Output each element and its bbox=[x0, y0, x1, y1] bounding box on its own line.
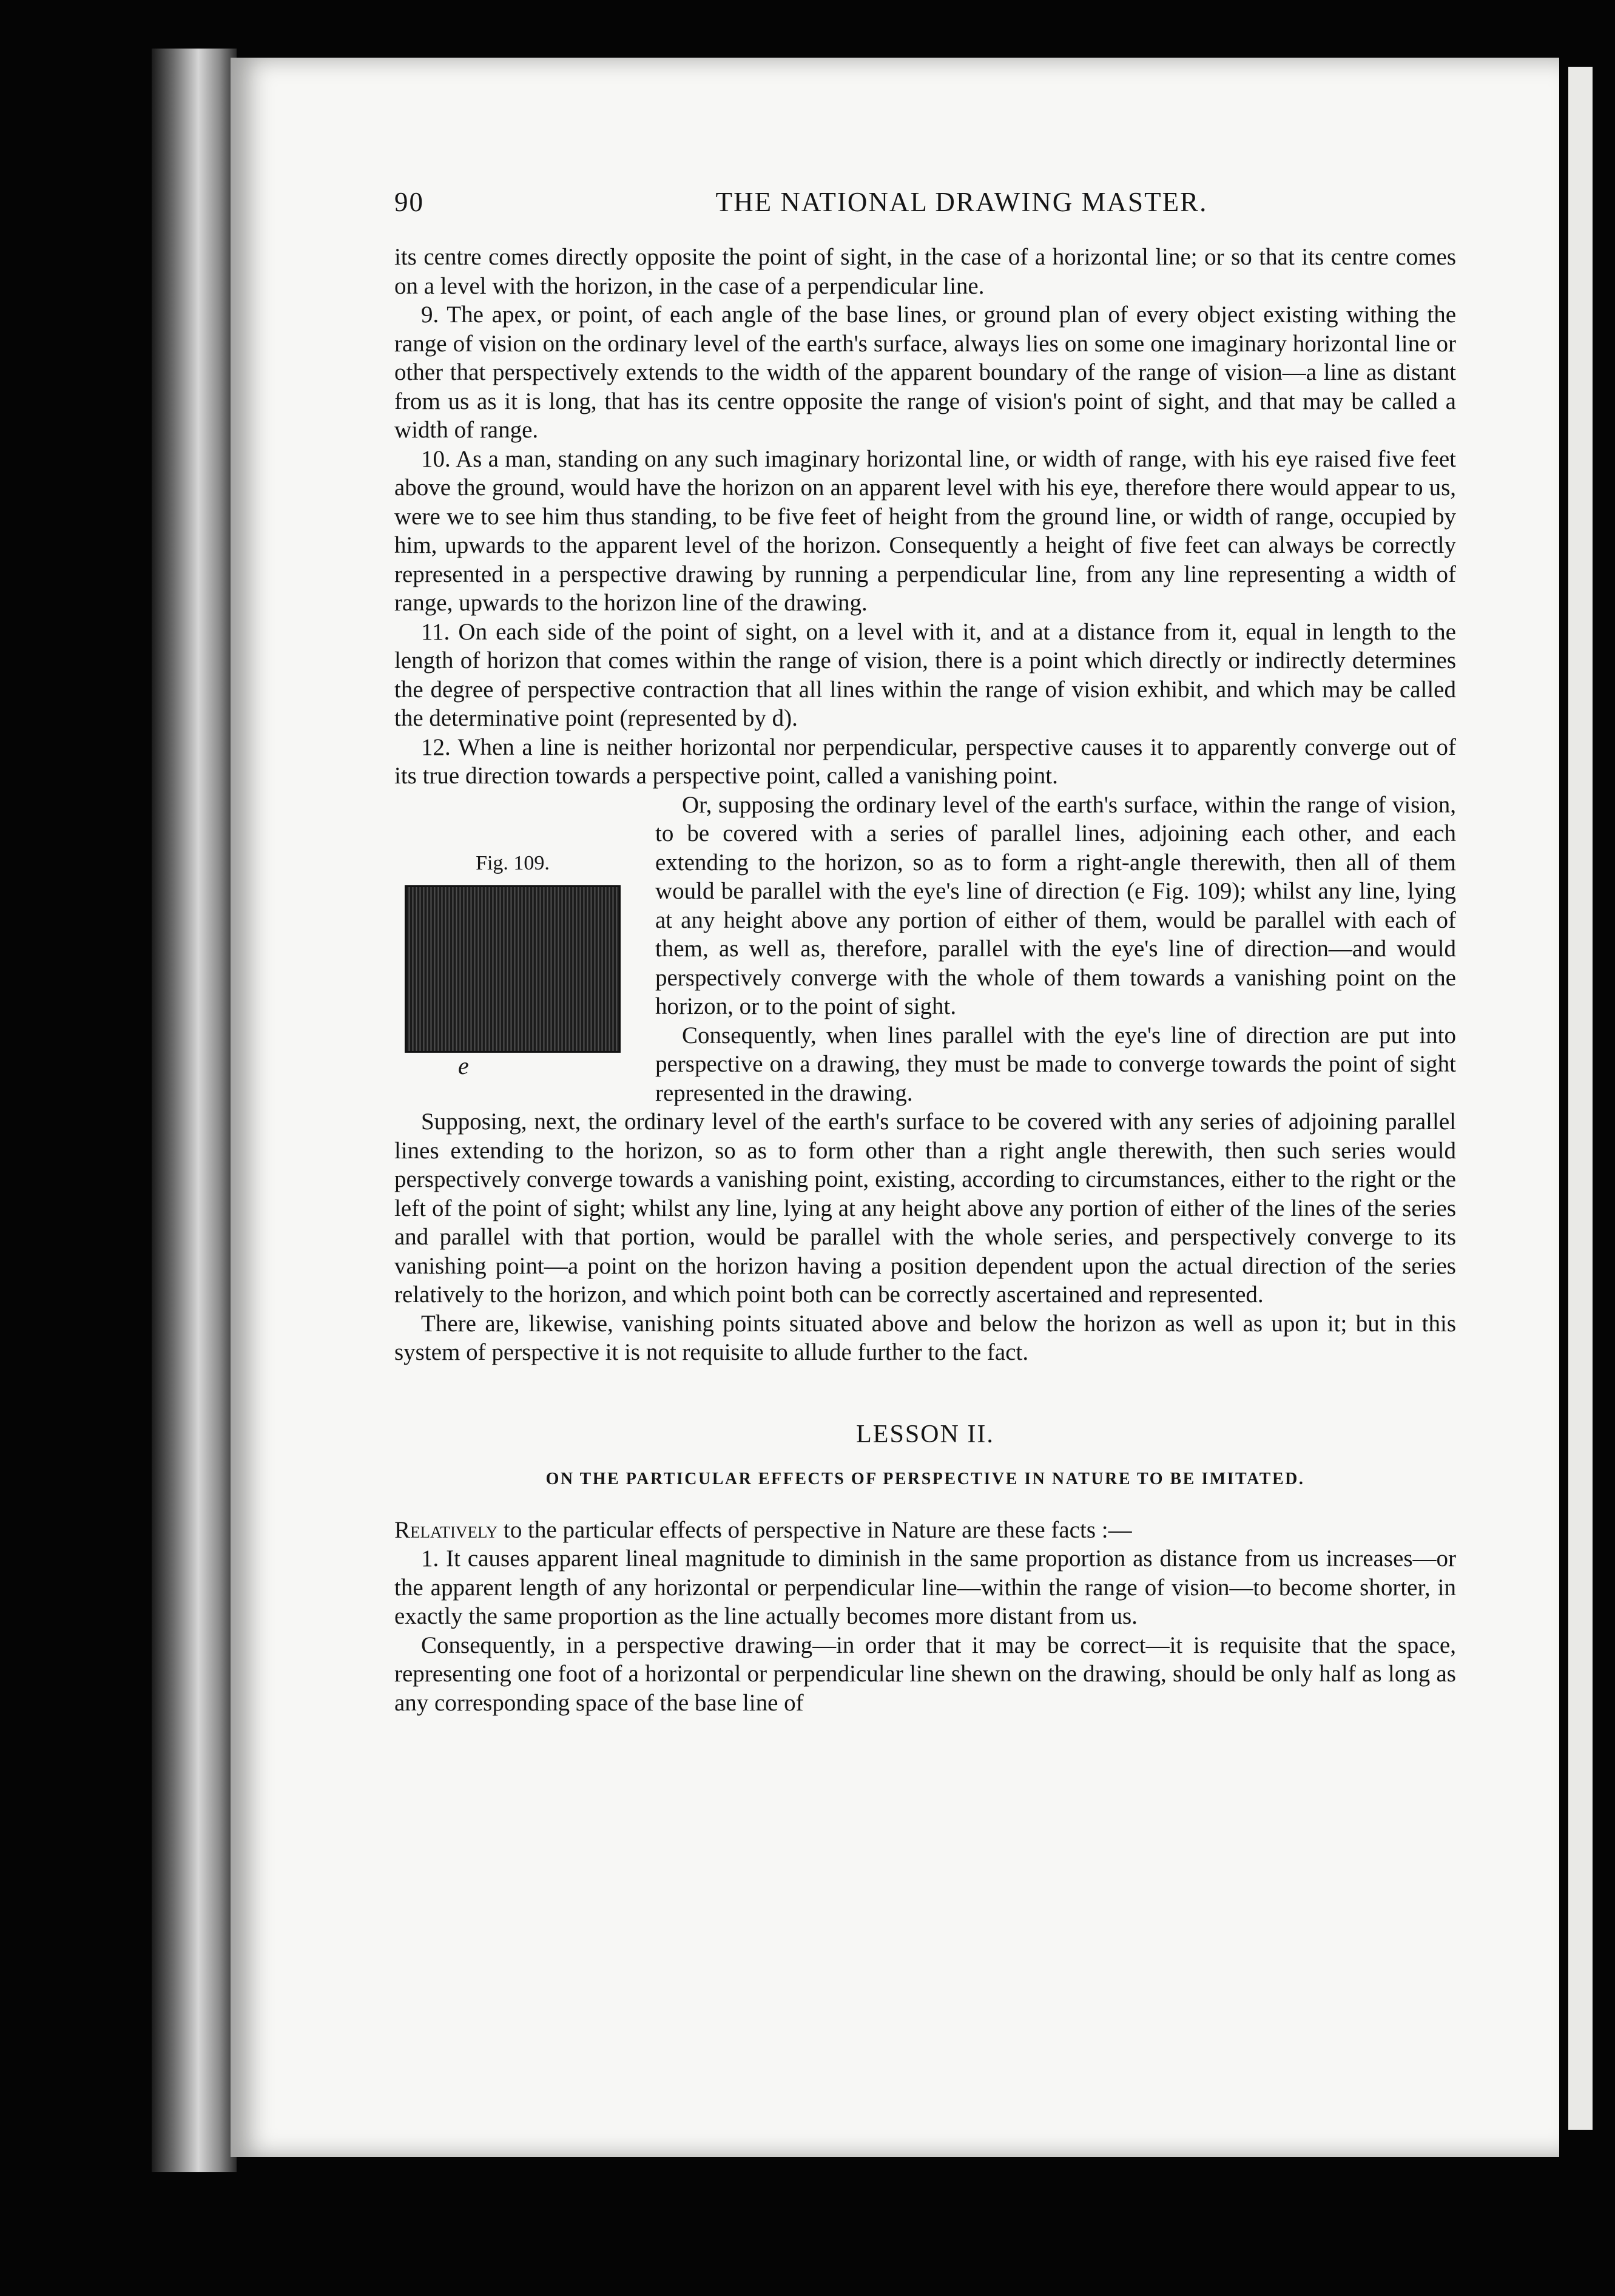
paragraph-12: 12. When a line is neither horizontal nor perpendicular, perspective causes it to apparently converge out of its true direction towards a perspective point, called a vanishing point. bbox=[394, 734, 1456, 789]
paragraph-10: 10. As a man, standing on any such imaginary horizontal line, or width of range, with his eye raised five feet above the ground, would have the horizon on an apparent level with his eye, therefore there would appear to us, were we to see him thus standing, to be five feet of height from the ground line, or width of range, occupied by him, upwards to the apparent level of the horizon. Consequently a height of five feet can always be correctly represented in a perspective drawing by running a perpendicular line, from any line representing a width of range, upwards to the horizon line of the drawing. bbox=[394, 445, 1456, 616]
lesson-intro-rest: to the particular effects of perspective in Nature are these facts :— bbox=[497, 1516, 1132, 1543]
lesson-closing: Consequently, in a perspective drawing—in order that it may be correct—it is requisite that the space, representing one foot of a horizontal or perpendicular line shewn on the drawing, should be only half as long as any corresponding space of the base line of bbox=[394, 1632, 1456, 1716]
book-page bbox=[231, 58, 1559, 2157]
lesson-item-1: 1. It causes apparent lineal magnitude to diminish in the same proportion as distance from us increases—or the apparent length of any horizontal or perpendicular line—within the range of vision—to become shorter, in exactly the same proportion as the line actually becomes more distant from us. bbox=[394, 1545, 1456, 1629]
running-head bbox=[394, 188, 1456, 243]
lesson-subheading: ON THE PARTICULAR EFFECTS OF PERSPECTIVE IN NATURE TO BE IMITATED. bbox=[545, 1470, 1305, 1488]
figure-engraving bbox=[405, 885, 621, 1053]
book-spine bbox=[152, 49, 237, 2172]
lesson-heading: LESSON II. bbox=[856, 1420, 994, 1448]
lesson-intro-lead: Relatively bbox=[394, 1516, 498, 1543]
paragraph-11: 11. On each side of the point of sight, on a level with it, and at a distance from it, equal in length to the length of horizon that comes within the range of vision, there is a point which directly or indirectly determines the degree of perspective contraction that all lines within the range of vision exhibit, and which may be called the determinative point (represented by d). bbox=[394, 618, 1456, 731]
next-page-edge bbox=[1568, 67, 1593, 2130]
paragraph-supposing: Supposing, next, the ordinary level of the earth's surface to be covered with any series of adjoining parallel lines extending to the horizon, so as to form other than a right angle therewith, then such series would perspectively converge towards a vanishing point, existing, according to circumstances, either to the right or the left of the point of sight; whilst any line, lying at any height above any portion of either of the lines of the series and parallel with that portion, would be parallel with the whole series, and perspectively converge to its vanishing point—a point on the horizon having a position dependent upon the actual direction of the series relatively to the horizon, and which point both can be correctly ascertained and represented. bbox=[394, 1109, 1456, 1308]
paragraph-consequently: Consequently, when lines parallel with the eye's line of direction are put into perspective on a drawing, they must be made to converge towards the point of sight represented in the drawing. bbox=[655, 1022, 1456, 1106]
paragraph-parallel-lines: Or, supposing the ordinary level of the earth's surface, within the range of vision, to be covered with a series of parallel lines, adjoining each other, and each extending to the horizon, so as to form a right-angle therewith, then all of them would be parallel with the eye's line of direction (e Fig. 109); whilst any line, lying at any height above any portion of either of them, would be parallel with each of them, as well as, therefore, parallel with the eye's line of direction—and would perspectively converge with the whole of them towards a vanishing point on the horizon, or to the point of sight. bbox=[655, 791, 1456, 1019]
figure-109 bbox=[394, 851, 631, 1079]
page-text bbox=[394, 188, 1456, 1717]
lesson-intro bbox=[394, 1516, 1456, 1545]
figure-letter: e bbox=[458, 1052, 469, 1079]
paragraph-continuation: its centre comes directly opposite the point of sight, in the case of a horizontal line; or so that its centre comes on a level with the horizon, in the case of a perpendicular line. bbox=[394, 244, 1456, 299]
paragraph-9: 9. The apex, or point, of each angle of the base lines, or ground plan of every object existing withing the range of vision on the ordinary level of the earth's surface, always lies on some one imaginary horizontal line or other that perspectively extends to the width of the apparent boundary of the range of vision—a line as distant from us as it is long, that has its centre opposite the range of vision's point of sight, and that may be called a width of range. bbox=[394, 302, 1456, 443]
page-number: 90 bbox=[394, 187, 424, 217]
paragraph-vanishing-points: There are, likewise, vanishing points situated above and below the horizon as well as upon it; but in this system of perspective it is not requisite to allude further to the fact. bbox=[394, 1310, 1456, 1365]
figure-caption: Fig. 109. bbox=[476, 851, 550, 874]
running-title: THE NATIONAL DRAWING MASTER. bbox=[715, 187, 1208, 217]
